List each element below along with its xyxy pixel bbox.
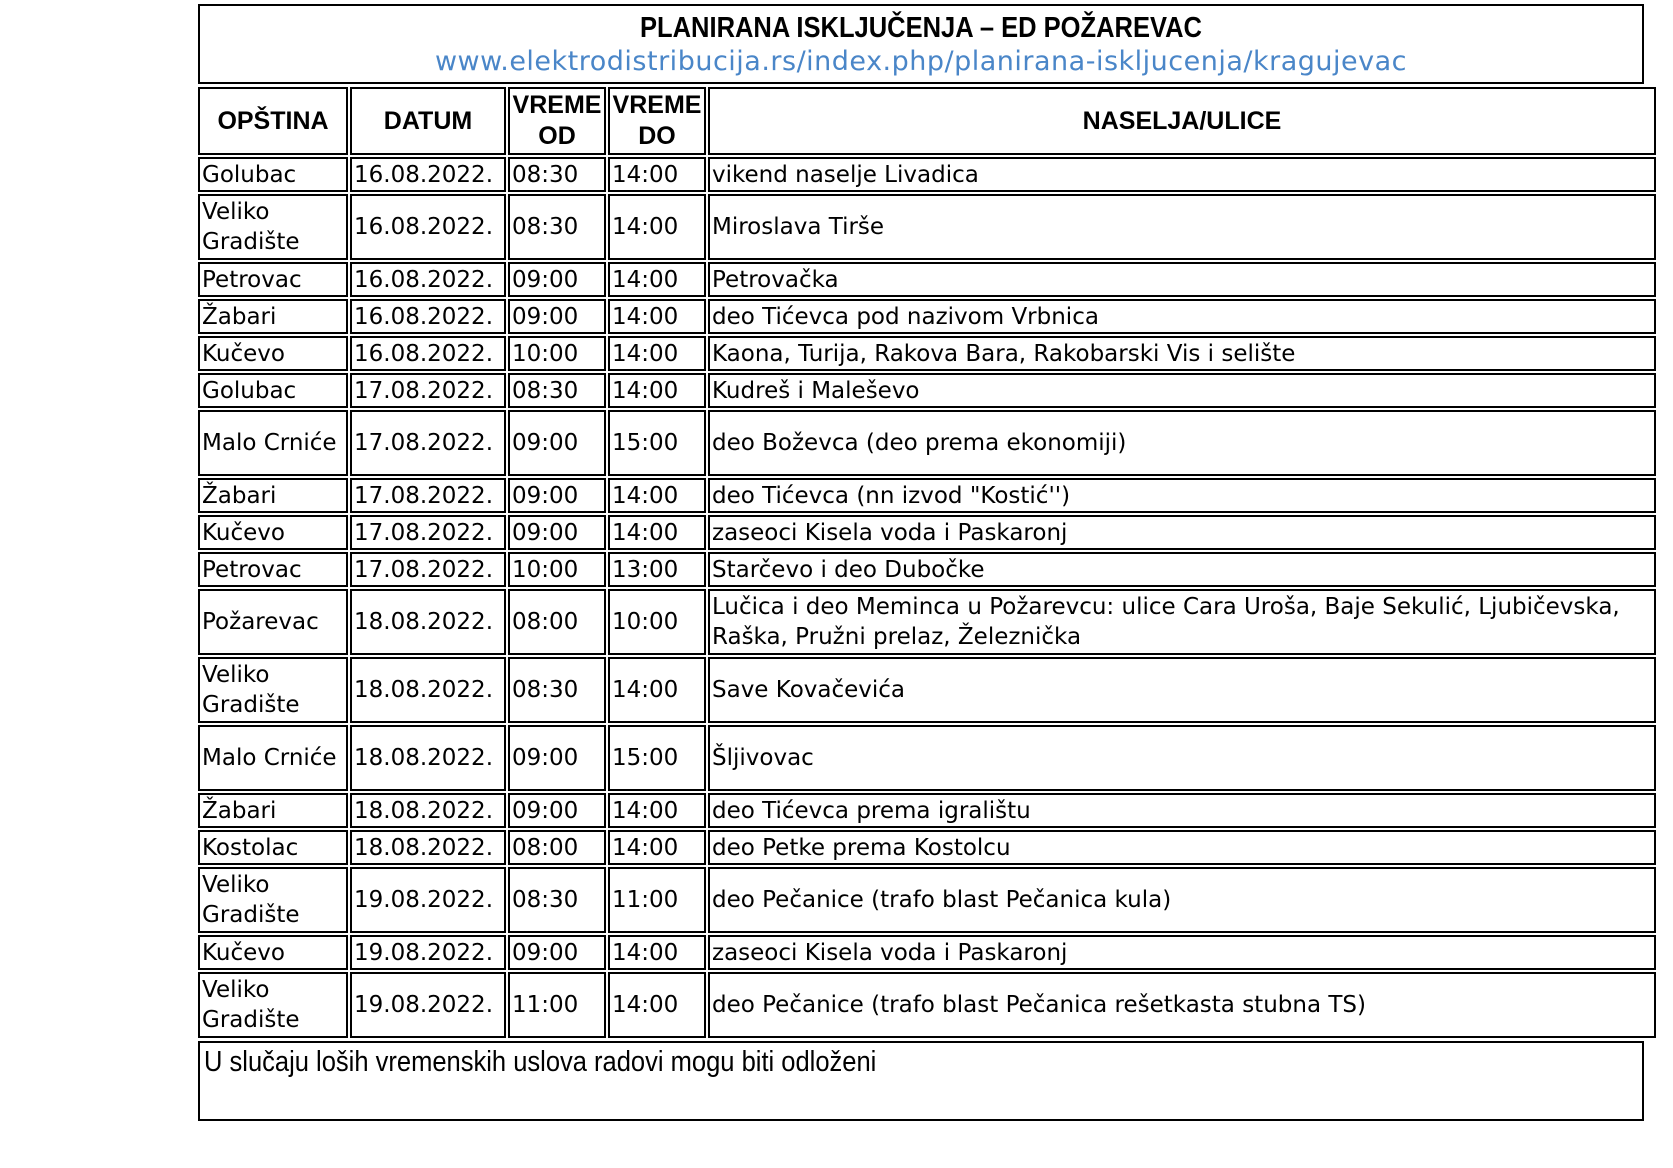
cell-naselja: Petrovačka: [708, 262, 1656, 297]
cell-vreme-od: 09:00: [508, 262, 606, 297]
table-row: [198, 830, 1656, 865]
cell-opstina: Kučevo: [198, 935, 348, 970]
cell-naselja: deo Tićevca (nn izvod "Kostić''): [708, 478, 1656, 513]
cell-opstina: Žabari: [198, 478, 348, 513]
source-url[interactable]: www.elektrodistribucija.rs/index.php/planirana-iskljucenja/kragujevac: [434, 46, 1408, 77]
cell-datum: 18.08.2022.: [350, 725, 506, 791]
cell-datum: 17.08.2022.: [350, 373, 506, 408]
cell-opstina: Petrovac: [198, 552, 348, 587]
cell-opstina: Požarevac: [198, 589, 348, 655]
cell-naselja: Šljivovac: [708, 725, 1656, 791]
cell-opstina: Kučevo: [198, 336, 348, 371]
cell-naselja: deo Boževca (deo prema ekonomiji): [708, 410, 1656, 476]
cell-datum: 17.08.2022.: [350, 552, 506, 587]
table-row: [198, 157, 1656, 192]
cell-vreme-do: 14:00: [608, 478, 706, 513]
table-row: [198, 410, 1656, 476]
table-row: [198, 725, 1656, 791]
cell-naselja: Starčevo i deo Dubočke: [708, 552, 1656, 587]
cell-vreme-do: 14:00: [608, 299, 706, 334]
cell-opstina: Veliko Gradište: [198, 657, 348, 723]
cell-datum: 19.08.2022.: [350, 867, 506, 933]
table-row: [198, 589, 1656, 655]
cell-vreme-od: 09:00: [508, 935, 606, 970]
cell-vreme-od: 09:00: [508, 793, 606, 828]
cell-opstina: Golubac: [198, 373, 348, 408]
cell-naselja: deo Pečanice (trafo blast Pečanica kula): [708, 867, 1656, 933]
cell-datum: 16.08.2022.: [350, 194, 506, 260]
cell-opstina: Malo Crniće: [198, 410, 348, 476]
cell-vreme-od: 09:00: [508, 299, 606, 334]
cell-vreme-od: 09:00: [508, 725, 606, 791]
cell-vreme-do: 14:00: [608, 515, 706, 550]
cell-vreme-od: 08:30: [508, 373, 606, 408]
cell-vreme-do: 14:00: [608, 262, 706, 297]
cell-naselja: deo Pečanice (trafo blast Pečanica rešetkasta stubna TS): [708, 972, 1656, 1038]
cell-vreme-do: 14:00: [608, 972, 706, 1038]
table-row: [198, 793, 1656, 828]
table-row: [198, 299, 1656, 334]
cell-datum: 16.08.2022.: [350, 299, 506, 334]
cell-vreme-do: 14:00: [608, 373, 706, 408]
cell-naselja: Kudreš i Maleševo: [708, 373, 1656, 408]
cell-vreme-od: 08:00: [508, 830, 606, 865]
cell-naselja: vikend naselje Livadica: [708, 157, 1656, 192]
table-row: [198, 336, 1656, 371]
column-header-opstina: OPŠTINA: [198, 87, 348, 155]
cell-opstina: Veliko Gradište: [198, 972, 348, 1038]
cell-datum: 19.08.2022.: [350, 935, 506, 970]
cell-datum: 16.08.2022.: [350, 157, 506, 192]
cell-opstina: Veliko Gradište: [198, 867, 348, 933]
table-row: [198, 373, 1656, 408]
table-row: [198, 972, 1656, 1038]
cell-datum: 18.08.2022.: [350, 830, 506, 865]
cell-opstina: Malo Crniće: [198, 725, 348, 791]
cell-naselja: zaseoci Kisela voda i Paskaronj: [708, 935, 1656, 970]
cell-vreme-do: 11:00: [608, 867, 706, 933]
cell-vreme-od: 08:00: [508, 589, 606, 655]
cell-vreme-do: 13:00: [608, 552, 706, 587]
cell-vreme-do: 14:00: [608, 194, 706, 260]
cell-datum: 19.08.2022.: [350, 972, 506, 1038]
table-row: [198, 657, 1656, 723]
cell-datum: 17.08.2022.: [350, 478, 506, 513]
cell-datum: 16.08.2022.: [350, 262, 506, 297]
table-body: [198, 157, 1656, 1038]
cell-opstina: Veliko Gradište: [198, 194, 348, 260]
table-row: [198, 478, 1656, 513]
column-header-datum: DATUM: [350, 87, 506, 155]
column-header-naselja: NASELJA/ULICE: [708, 87, 1656, 155]
cell-vreme-do: 14:00: [608, 793, 706, 828]
cell-datum: 18.08.2022.: [350, 793, 506, 828]
cell-datum: 18.08.2022.: [350, 657, 506, 723]
table-row: [198, 262, 1656, 297]
footer-note: U slučaju loših vremenskih uslova radovi mogu biti odloženi: [204, 1046, 877, 1078]
cell-vreme-od: 10:00: [508, 336, 606, 371]
cell-opstina: Žabari: [198, 793, 348, 828]
cell-naselja: deo Tićevca pod nazivom Vrbnica: [708, 299, 1656, 334]
cell-vreme-do: 14:00: [608, 935, 706, 970]
cell-naselja: zaseoci Kisela voda i Paskaronj: [708, 515, 1656, 550]
cell-vreme-do: 15:00: [608, 725, 706, 791]
outage-table: [196, 85, 1658, 1040]
outage-document: [198, 4, 1644, 1121]
cell-vreme-do: 14:00: [608, 657, 706, 723]
table-header-row: [198, 87, 1656, 155]
cell-opstina: Kostolac: [198, 830, 348, 865]
cell-naselja: Lučica i deo Meminca u Požarevcu: ulice Cara Uroša, Baje Sekulić, Ljubičevska, Raška, Pružni prelaz, Železnička: [708, 589, 1656, 655]
cell-naselja: Save Kovačevića: [708, 657, 1656, 723]
table-row: [198, 515, 1656, 550]
cell-naselja: deo Tićevca prema igralištu: [708, 793, 1656, 828]
page-title: PLANIRANA ISKLJUČENJA – ED POŽAREVAC: [640, 12, 1202, 44]
cell-vreme-od: 08:30: [508, 157, 606, 192]
table-row: [198, 194, 1656, 260]
cell-vreme-od: 09:00: [508, 515, 606, 550]
cell-vreme-do: 14:00: [608, 157, 706, 192]
cell-naselja: deo Petke prema Kostolcu: [708, 830, 1656, 865]
footer-note-box: [198, 1041, 1644, 1121]
cell-vreme-do: 15:00: [608, 410, 706, 476]
column-header-vreme-od: VREME OD: [508, 87, 606, 155]
cell-vreme-do: 10:00: [608, 589, 706, 655]
cell-vreme-do: 14:00: [608, 336, 706, 371]
cell-vreme-od: 09:00: [508, 410, 606, 476]
cell-vreme-od: 11:00: [508, 972, 606, 1038]
column-header-vreme-do: VREME DO: [608, 87, 706, 155]
table-row: [198, 552, 1656, 587]
cell-opstina: Kučevo: [198, 515, 348, 550]
cell-vreme-do: 14:00: [608, 830, 706, 865]
cell-vreme-od: 08:30: [508, 194, 606, 260]
cell-opstina: Petrovac: [198, 262, 348, 297]
cell-naselja: Miroslava Tirše: [708, 194, 1656, 260]
cell-vreme-od: 10:00: [508, 552, 606, 587]
cell-naselja: Kaona, Turija, Rakova Bara, Rakobarski Vis i selište: [708, 336, 1656, 371]
cell-datum: 17.08.2022.: [350, 410, 506, 476]
cell-vreme-od: 08:30: [508, 657, 606, 723]
header-box: [198, 4, 1644, 84]
cell-opstina: Žabari: [198, 299, 348, 334]
table-row: [198, 935, 1656, 970]
table-row: [198, 867, 1656, 933]
cell-vreme-od: 08:30: [508, 867, 606, 933]
cell-datum: 16.08.2022.: [350, 336, 506, 371]
cell-opstina: Golubac: [198, 157, 348, 192]
cell-vreme-od: 09:00: [508, 478, 606, 513]
cell-datum: 18.08.2022.: [350, 589, 506, 655]
cell-datum: 17.08.2022.: [350, 515, 506, 550]
